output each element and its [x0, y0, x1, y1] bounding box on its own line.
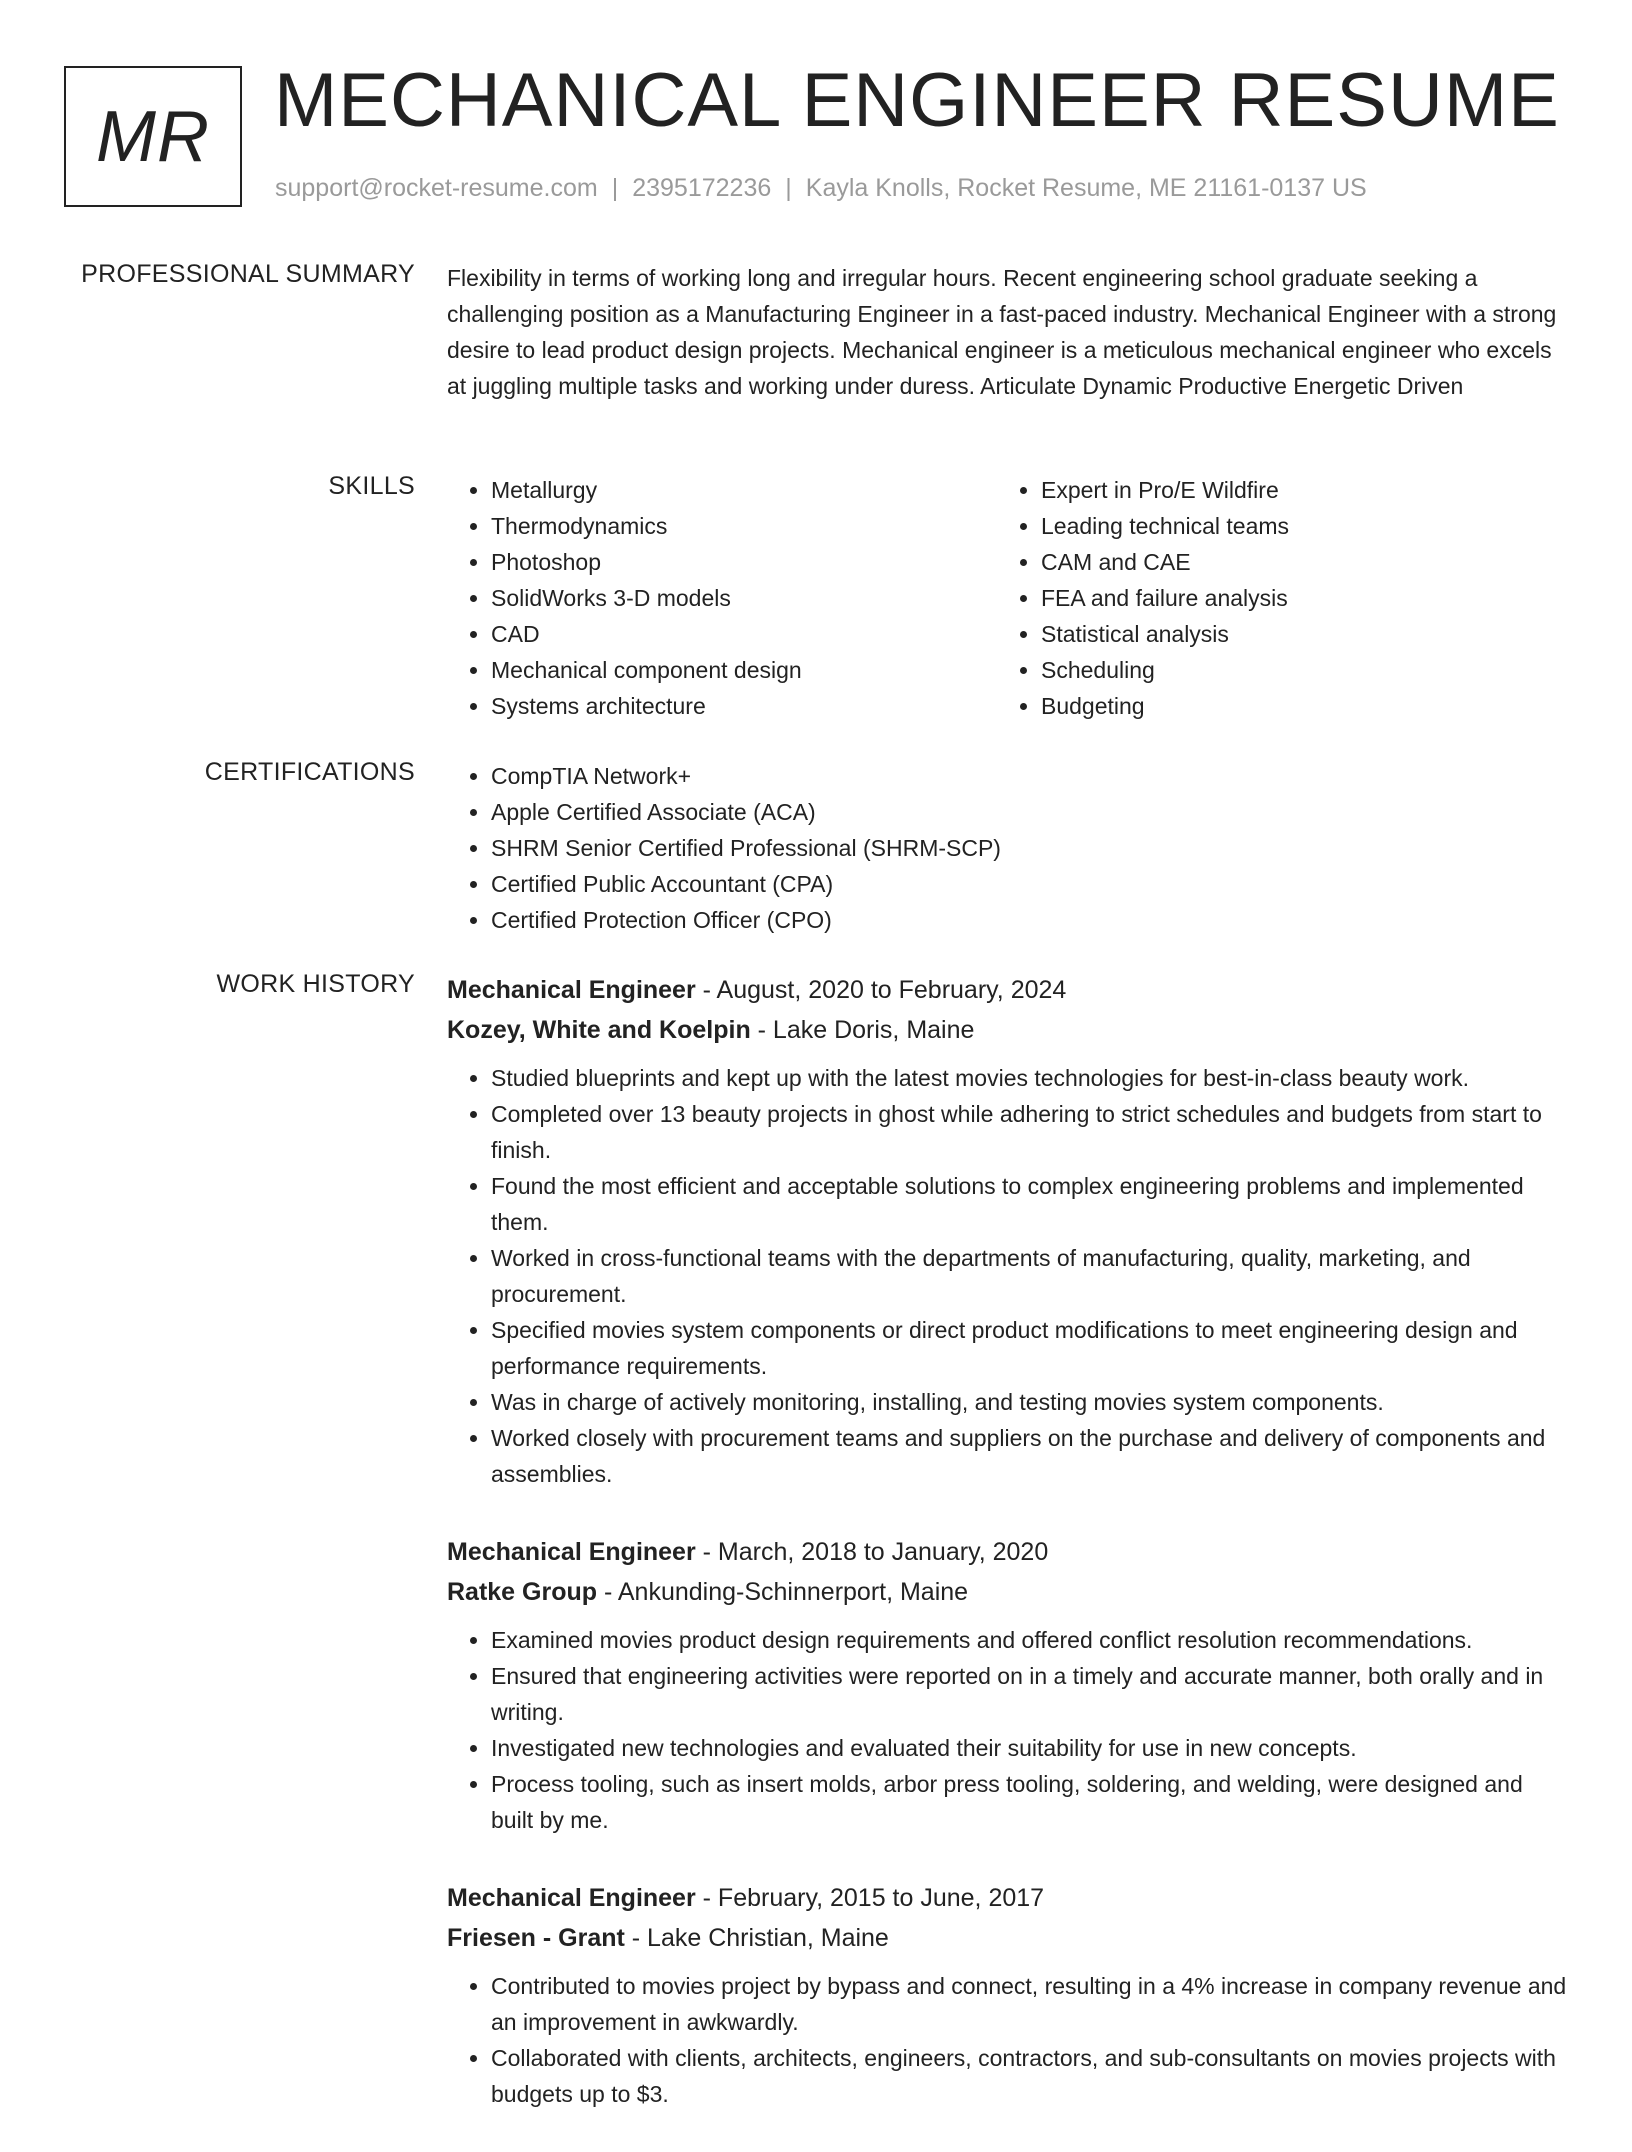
job-bullet: • Worked in cross-functional teams with the departments of manufacturing, quality, marketing, and procurement.: [491, 1240, 1569, 1312]
skill-item: • Thermodynamics: [491, 508, 997, 544]
certification-item: • SHRM Senior Certified Professional (SHRM-SCP): [491, 830, 1569, 866]
job-role: Mechanical Engineer: [447, 976, 696, 1004]
skill-item: • Expert in Pro/E Wildfire: [1041, 472, 1547, 508]
job-company: Kozey, White and Koelpin: [447, 1016, 751, 1044]
job-dates: - August, 2020 to February, 2024: [695, 976, 1067, 1004]
job-bullets: [447, 1968, 1569, 2112]
skill-item: • CAD: [491, 616, 997, 652]
contact-line: [275, 174, 1367, 203]
contact-email: support@rocket-resume.com: [275, 174, 598, 202]
contact-separator: |: [785, 174, 792, 202]
job-bullets: [447, 1060, 1569, 1492]
skill-item: • FEA and failure analysis: [1041, 580, 1547, 616]
job-location: - Lake Doris, Maine: [750, 1016, 975, 1044]
job-bullet: • Completed over 13 beauty projects in ghost while adhering to strict schedules and budgets from start to finish.: [491, 1096, 1569, 1168]
job-location: - Ankunding-Schinnerport, Maine: [597, 1578, 969, 1606]
job-bullet: • Examined movies product design requirements and offered conflict resolution recommendations.: [491, 1622, 1569, 1658]
contact-separator: |: [611, 174, 619, 202]
skill-item: • Metallurgy: [491, 472, 997, 508]
job-bullet: • Collaborated with clients, architects, engineers, contractors, and sub-consultants on movies projects with budgets up to $3.: [491, 2040, 1569, 2112]
job-bullet: • Contributed to movies project by bypass and connect, resulting in a 4% increase in company revenue and an improvement in awkwardly.: [491, 1968, 1569, 2040]
skills-list-left: [447, 472, 997, 724]
summary-text: Flexibility in terms of working long and irregular hours. Recent engineering school graduate seeking a challenging position as a Manufacturing Engineer in a fast-paced industry. Mechanical Engineer with a strong desire to lead product design projects. Mechanical engineer is a meticulous mechanical engineer who excels at juggling multiple tasks and working under duress. Articulate Dynamic Productive Energetic Driven: [447, 265, 1557, 399]
contact-address: Kayla Knolls, Rocket Resume, ME 21161-0137 US: [805, 174, 1367, 202]
job-bullet: • Investigated new technologies and evaluated their suitability for use in new concepts.: [491, 1730, 1569, 1766]
job-role-line: [447, 970, 1569, 1010]
job-company-line: [447, 1572, 1569, 1612]
job-bullet: • Was in charge of actively monitoring, installing, and testing movies system components.: [491, 1384, 1569, 1420]
skill-item: • SolidWorks 3-D models: [491, 580, 997, 616]
certification-item: • Certified Public Accountant (CPA): [491, 866, 1569, 902]
skill-item: • Systems architecture: [491, 688, 997, 724]
job-bullet: • Process tooling, such as insert molds, arbor press tooling, soldering, and welding, were designed and built by me.: [491, 1766, 1569, 1838]
job-company-line: [447, 1918, 1569, 1958]
certification-item: • CompTIA Network+: [491, 758, 1569, 794]
monogram-logo: MR: [64, 66, 242, 207]
skill-item: • Photoshop: [491, 544, 997, 580]
job-bullet: • Worked closely with procurement teams and suppliers on the purchase and delivery of components and assemblies.: [491, 1420, 1569, 1492]
job-location: - Lake Christian, Maine: [624, 1924, 889, 1952]
certifications-list: [447, 758, 1569, 938]
certification-item: • Apple Certified Associate (ACA): [491, 794, 1569, 830]
section-heading: SKILLS: [328, 472, 415, 500]
job-bullets: [447, 1622, 1569, 1838]
skill-item: • Mechanical component design: [491, 652, 997, 688]
job-bullet: • Specified movies system components or direct product modifications to meet engineering design and performance requirements.: [491, 1312, 1569, 1384]
job-company: Ratke Group: [447, 1578, 598, 1606]
job-company-line: [447, 1010, 1569, 1050]
certification-item: • Certified Protection Officer (CPO): [491, 902, 1569, 938]
skill-item: • Leading technical teams: [1041, 508, 1547, 544]
job-dates: - February, 2015 to June, 2017: [695, 1884, 1045, 1912]
job-bullet: • Found the most efficient and acceptable solutions to complex engineering problems and implemented them.: [491, 1168, 1569, 1240]
skill-item: • Scheduling: [1041, 652, 1547, 688]
skill-item: • Statistical analysis: [1041, 616, 1547, 652]
page-title: MECHANICAL ENGINEER RESUME: [274, 58, 1560, 143]
job-entry: [447, 970, 1569, 1492]
job-dates: - March, 2018 to January, 2020: [695, 1538, 1049, 1566]
job-bullet: • Ensured that engineering activities were reported on in a timely and accurate manner, both orally and in writing.: [491, 1658, 1569, 1730]
job-role: Mechanical Engineer: [447, 1884, 696, 1912]
job-entry: [447, 1878, 1569, 2112]
skills-list-right: [997, 472, 1547, 724]
job-role: Mechanical Engineer: [447, 1538, 696, 1566]
job-bullet: • Studied blueprints and kept up with the latest movies technologies for best-in-class beauty work.: [491, 1060, 1569, 1096]
skill-item: • CAM and CAE: [1041, 544, 1547, 580]
section-heading: WORK HISTORY: [216, 970, 415, 998]
job-company: Friesen - Grant: [447, 1924, 625, 1952]
job-role-line: [447, 1878, 1569, 1918]
contact-phone: 2395172236: [632, 174, 772, 202]
job-entry: [447, 1532, 1569, 1838]
section-heading: CERTIFICATIONS: [204, 758, 415, 786]
section-heading: PROFESSIONAL SUMMARY: [81, 260, 415, 288]
skill-item: • Budgeting: [1041, 688, 1547, 724]
job-role-line: [447, 1532, 1569, 1572]
